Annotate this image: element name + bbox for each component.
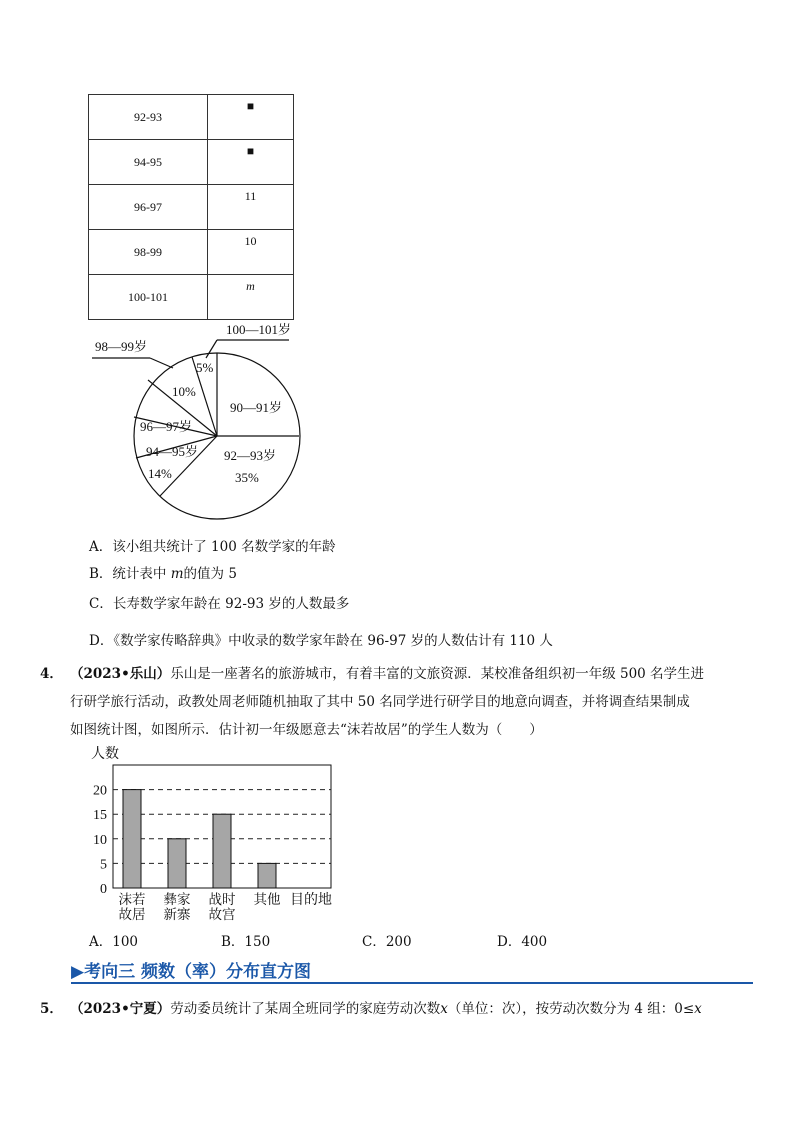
category-label: 其他 (253, 892, 281, 907)
age-range-cell: 94-95 (89, 140, 208, 185)
question-4-line-3: 如图统计图，如图所示．估计初一年级愿意去“沫若故居”的学生人数为（ ） (70, 722, 543, 738)
age-table (88, 94, 294, 320)
age-range-cell: 98-99 (89, 230, 208, 275)
count-cell: m (208, 275, 294, 320)
question-number: 5． (40, 1001, 63, 1017)
table-row (89, 140, 294, 185)
y-tick-label: 5 (100, 857, 107, 873)
section-underline (71, 982, 753, 984)
option-c[interactable]: C．长寿数学家年龄在 92-93 岁的人数最多 (89, 596, 350, 612)
y-tick-label: 10 (93, 832, 107, 848)
category-label: 彝家 (163, 892, 191, 907)
category-label: 故居 (118, 907, 146, 922)
count-cell: 11 (208, 185, 294, 230)
bar (168, 839, 186, 888)
destination-bar-chart (85, 738, 355, 923)
count-cell: 10 (208, 230, 294, 275)
pie-percent-94-95: 14% (148, 466, 172, 481)
table-row (89, 185, 294, 230)
age-pie-chart (80, 318, 310, 528)
table-row (89, 230, 294, 275)
category-label: 沫若 (118, 892, 146, 907)
question-5-line-1: （2023•宁夏）劳动委员统计了某周全班同学的家庭劳动次数x（单位：次），按劳动次数分为 4 组：0≤x (70, 1001, 702, 1017)
count-cell: ■ (208, 95, 294, 140)
q4-option-d[interactable]: D．400 (497, 934, 548, 950)
option-a[interactable]: A．该小组共统计了 100 名数学家的年龄 (89, 539, 336, 555)
bar (213, 814, 231, 888)
question-number: 4． (40, 666, 63, 682)
option-d[interactable]: D．《数学家传略辞典》中收录的数学家年龄在 96-97 岁的人数估计有 110 人 (89, 633, 553, 649)
bar (123, 790, 141, 888)
table-row (89, 275, 294, 320)
leader-line (206, 340, 217, 358)
pie-percent-92-93: 35% (235, 470, 259, 485)
section-title: 考向三 频数（率）分布直方图 (84, 962, 311, 982)
section-heading (71, 957, 311, 981)
y-tick-label: 20 (93, 783, 107, 799)
leader-line (150, 358, 173, 368)
age-range-cell: 100-101 (89, 275, 208, 320)
pie-label-90-91: 90—91岁 (230, 400, 283, 415)
x-axis-label: 目的地 (290, 893, 332, 908)
q4-option-a[interactable]: A．100 (89, 934, 139, 950)
play-icon: ▶ (71, 962, 85, 982)
pie-percent-98-99: 10% (172, 384, 196, 399)
option-b[interactable]: B．统计表中 m的值为 5 (89, 566, 237, 582)
pie-label-94-95: 94—95岁 (146, 444, 199, 459)
age-range-cell: 96-97 (89, 185, 208, 230)
age-range-cell: 92-93 (89, 95, 208, 140)
bar (258, 863, 276, 888)
y-axis-label: 人数 (91, 747, 119, 762)
question-4-line-2: 行研学旅行活动，政教处周老师随机抽取了其中 50 名同学进行研学目的地意向调查，并将调查结果制成 (70, 694, 690, 710)
pie-label-100-101: 100—101岁 (226, 322, 292, 337)
category-label: 新寨 (163, 907, 191, 922)
category-label: 战时 (208, 892, 236, 907)
count-cell: ■ (208, 140, 294, 185)
q4-option-c[interactable]: C．200 (362, 934, 412, 950)
pie-label-92-93: 92—93岁 (224, 448, 277, 463)
category-label: 故宫 (208, 907, 236, 922)
y-tick-label: 15 (93, 808, 107, 824)
pie-percent-100-101: 5% (196, 360, 214, 375)
pie-label-96-97: 96—97岁 (140, 419, 193, 434)
table-row (89, 95, 294, 140)
pie-label-98-99: 98—99岁 (95, 339, 148, 354)
y-tick-label: 0 (100, 882, 107, 897)
q4-option-b[interactable]: B．150 (221, 934, 271, 950)
question-4-line-1: （2023•乐山）乐山是一座著名的旅游城市，有着丰富的文旅资源．某校准备组织初一年级 500 名学生进 (70, 666, 705, 682)
